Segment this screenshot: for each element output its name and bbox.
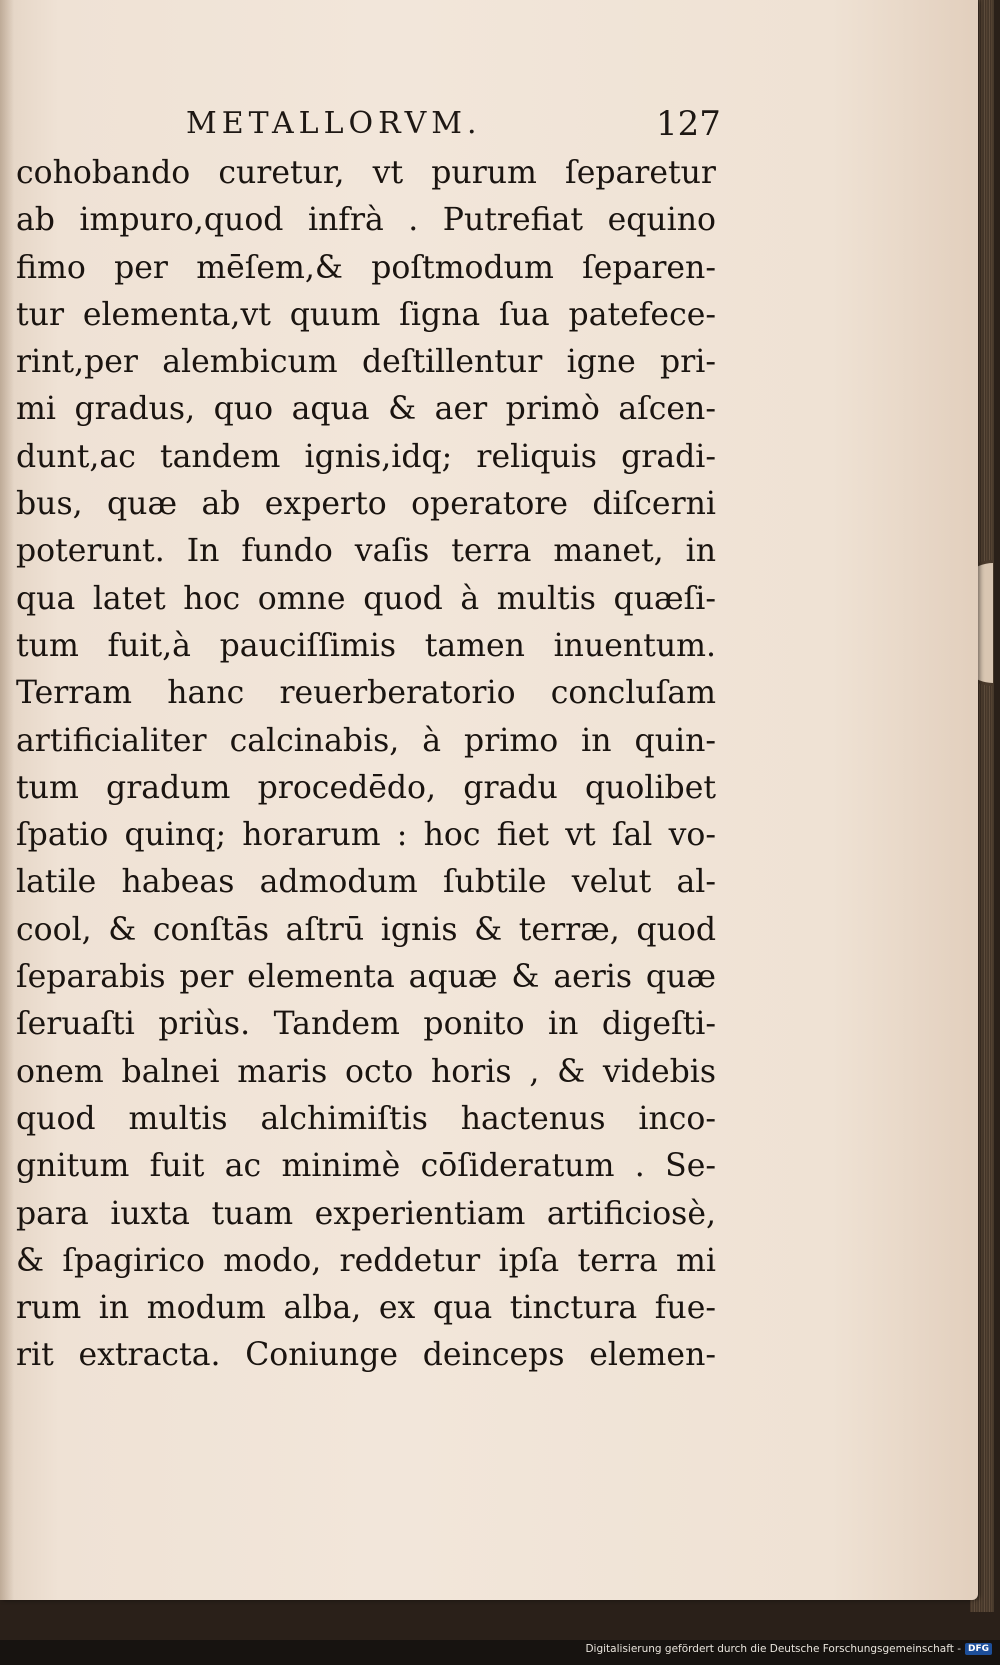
text-line: artificialiter calcinabis, à primo in quin- <box>16 722 716 759</box>
text-line: bus, quæ ab experto operatore diſcerni <box>16 486 716 523</box>
text-line: ſpatio quinq; horarum : hoc fiet vt ſal vo- <box>16 817 716 854</box>
text-line: quod multis alchimiſtis hactenus inco- <box>16 1100 716 1137</box>
text-line: ſeparabis per elementa aquæ & aeris quæ <box>16 959 716 996</box>
text-line: cool, & conſtās aſtrū ignis & terræ, quod <box>16 911 716 948</box>
text-line: gnitum fuit ac minimè cōſideratum . Se- <box>16 1148 716 1185</box>
text-line: ab impuro,quod infrà . Putrefiat equino <box>16 202 716 239</box>
page-number: 127 <box>656 104 721 144</box>
text-line: & ſpagirico modo, reddetur ipſa terra mi <box>16 1242 716 1279</box>
text-line: onem balnei maris octo horis , & videbis <box>16 1053 716 1090</box>
credit-text: Digitalisierung gefördert durch die Deutsche Forschungsgemeinschaft - <box>585 1643 961 1655</box>
text-line: tum fuit,à pauciſſimis tamen inuentum. <box>16 627 716 664</box>
text-line: qua latet hoc omne quod à multis quæſi- <box>16 580 716 617</box>
text-line: rit extracta. Coniunge deinceps elemen- <box>16 1337 716 1374</box>
text-line: rum in modum alba, ex qua tinctura fue- <box>16 1290 716 1327</box>
text-line: Terram hanc reuerberatorio concluſam <box>16 675 716 712</box>
page-gutter <box>0 0 14 1600</box>
dfg-logo: DFG <box>965 1643 992 1655</box>
text-line: fimo per mēſem,& poſtmodum ſeparen- <box>16 249 716 286</box>
body-text <box>16 150 716 1380</box>
text-line: rint,per alembicum deſtillentur igne pri- <box>16 344 716 381</box>
text-line: tum gradum procedēdo, gradu quolibet <box>16 769 716 806</box>
text-line: cohobando curetur, vt purum ſeparetur <box>16 155 716 191</box>
text-line: poterunt. In fundo vaſis terra manet, in <box>16 533 716 570</box>
text-line: ſeruaſti priùs. Tandem ponito in digeſti- <box>16 1006 716 1043</box>
digitization-credit <box>585 1643 992 1655</box>
text-line: latile habeas admodum ſubtile velut al- <box>16 864 716 901</box>
text-line: mi gradus, quo aqua & aer primò aſcen- <box>16 391 716 428</box>
text-line: para iuxta tuam experientiam artificiosè, <box>16 1195 716 1232</box>
running-head <box>16 104 721 150</box>
text-line: dunt,ac tandem ignis,idq; reliquis gradi- <box>16 438 716 475</box>
running-title: METALLORVM. <box>186 106 482 141</box>
text-line: tur elementa,vt quum ſigna ſua patefece- <box>16 296 716 333</box>
